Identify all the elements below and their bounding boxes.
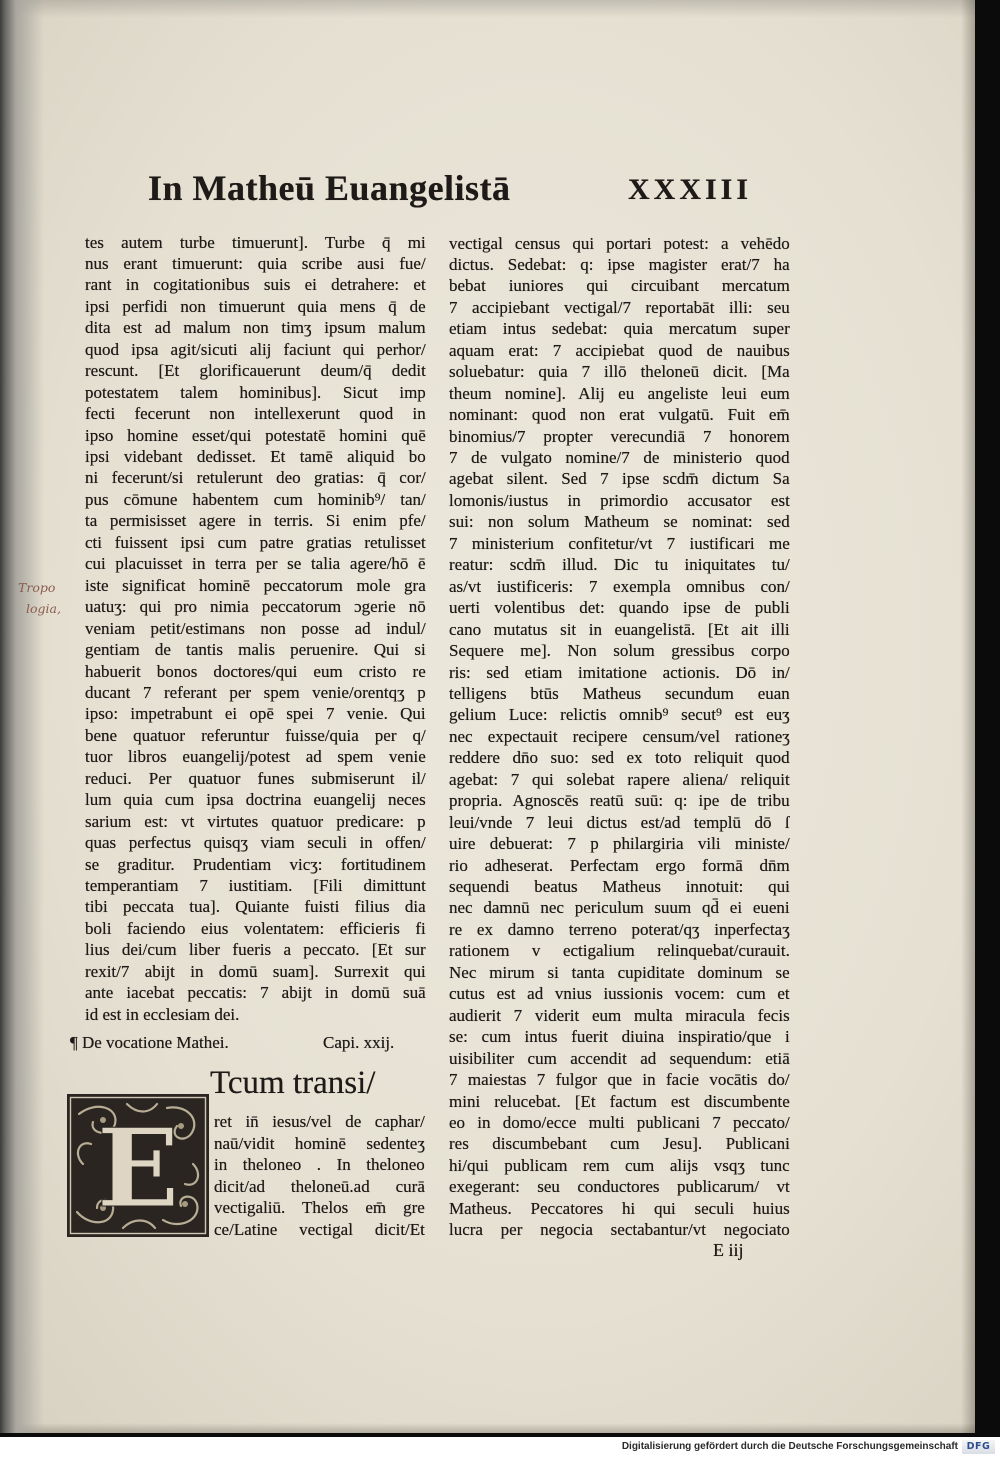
text-line-text: sequendi beatus Matheus innotuit: qui xyxy=(449,877,790,896)
text-line xyxy=(449,704,790,725)
footer-bar xyxy=(0,1437,1000,1457)
text-line-text: Nec mirum si tanta cupiditate dominum se xyxy=(449,962,790,982)
text-line-text: nominant: quod non erat vulgatū. Fuit em̄ xyxy=(449,405,790,425)
left-column xyxy=(85,232,426,1032)
initial-block-line xyxy=(214,1111,425,1132)
handwritten-marginal-note: logia, xyxy=(26,601,61,616)
text-line-text: reatur: scdm̄ illud. Dic tu iniquitates tu/ xyxy=(449,555,790,575)
text-line-text: propria. Agnoscēs reatū suū: q: ipe de tribu xyxy=(449,791,790,811)
text-line-text: dita est ad malum non timʒ ipsum malum xyxy=(85,318,426,338)
text-line xyxy=(85,510,426,531)
text-line xyxy=(449,318,790,339)
text-line xyxy=(85,661,426,682)
text-line xyxy=(85,896,426,917)
text-line-text: ducant 7 referant per spem venie/orentqʒ p xyxy=(85,682,426,702)
running-head-text: In Matheū Euangelistā xyxy=(148,168,511,208)
text-line-text: uisibiliter cum accendit ad sequendum: etiā xyxy=(449,1048,790,1068)
text-line-text: 7 de vulgato nomine/7 de ministerio quod xyxy=(449,448,790,467)
text-line-text: nus erant timuerunt: quia scribe ausi fue/ xyxy=(85,253,426,273)
text-line-text: agebat: 7 qui solebat rapere aliena/ reliquit xyxy=(449,769,790,789)
initial-block-line-text: ce/Latine vectigal dicit/Et xyxy=(214,1220,425,1239)
text-line-text: habuerit bonos doctores/qui eum cristo re xyxy=(85,661,426,681)
text-line-text: ni fecerunt/si retulerunt deo gratias: q̄ cor/ xyxy=(85,468,426,488)
text-line-text: soluebatur: quia 7 illō theloneū dicit. [Ma xyxy=(449,362,790,382)
text-line-text: exegerant: seu conductores publicarum/ vt xyxy=(449,1177,790,1197)
text-line xyxy=(85,961,426,982)
text-line xyxy=(449,597,790,618)
text-line-text: rescunt. [Et glorificauerunt deum/q̄ dedit xyxy=(85,361,426,381)
text-line-text: eo in domo/ecce multi publicani 7 peccato/ xyxy=(449,1112,790,1132)
text-line xyxy=(449,254,790,275)
text-line xyxy=(449,533,790,554)
text-line xyxy=(449,897,790,918)
text-line-text: fecti fecerunt non intellexerunt quod in xyxy=(85,404,426,424)
text-line xyxy=(449,1176,790,1197)
text-line-text: vectigal census qui portari potest: a vehēdo xyxy=(449,233,790,253)
text-line-text: as/vt iustificeris: 7 exempla omnibus con/ xyxy=(449,576,790,596)
text-line-text: id est in ecclesiam dei. xyxy=(85,1004,240,1024)
text-line xyxy=(449,919,790,940)
text-line-text: cti fuissent ipsi cum patre gratias retulisset xyxy=(85,532,426,552)
text-line-text: cano mutatus sit in euangelistā. [Et ait illi xyxy=(449,619,790,639)
text-line-text: ante iacebat peccatis: 7 abijt in domū suā xyxy=(85,983,426,1003)
handwritten-marginal-note: Tropo xyxy=(18,580,56,595)
text-line-text: gelium Luce: relictis omnib⁹ secut⁹ est euʒ xyxy=(449,705,790,725)
text-line-text: nec damnū nec periculum suum qd̄ ei eueni xyxy=(449,898,790,918)
text-line xyxy=(449,962,790,983)
text-line-text: hi/qui publicam rem cum alijs vsqʒ tunc xyxy=(449,1155,790,1175)
text-line xyxy=(449,1005,790,1026)
initial-letter: E xyxy=(96,1106,180,1232)
text-line xyxy=(449,619,790,640)
initial-block-line xyxy=(214,1197,425,1218)
text-line-text: iste significat hominē peccatorum mole gra xyxy=(85,575,426,595)
text-line-text: uerti volentibus det: quando ipse de publi xyxy=(449,598,790,618)
text-line xyxy=(85,382,426,403)
text-line xyxy=(449,1091,790,1112)
text-line xyxy=(85,339,426,360)
text-line-text: tuor libros euangelij/potest ad spem venie xyxy=(85,747,426,767)
text-line xyxy=(449,1198,790,1219)
text-line-text: se: cum intus fuerit diuina inspiratio/que i xyxy=(449,1027,790,1047)
text-line xyxy=(449,297,790,318)
text-line-text: 7 ministerium confitetur/vt 7 iustificari me xyxy=(449,533,790,553)
text-line xyxy=(85,296,426,317)
text-line xyxy=(449,940,790,961)
text-line xyxy=(85,789,426,810)
text-line xyxy=(85,725,426,746)
text-line-text: rexit/7 abijt in domū suam]. Surrexit qui xyxy=(85,961,426,981)
text-line-text: lomonis/iustus in primordio accusator est xyxy=(449,490,790,510)
text-line-text: audierit 7 viderit eum multa miracula fecis xyxy=(449,1005,790,1025)
text-line xyxy=(449,855,790,876)
chapter-heading-text: ¶ De vocatione Mathei. xyxy=(70,1033,229,1052)
text-line xyxy=(85,918,426,939)
text-line xyxy=(85,425,426,446)
text-line-text: rant in cogitationibus suis ei detrahere: et xyxy=(85,275,426,295)
text-line xyxy=(449,576,790,597)
signature-mark-text: E iij xyxy=(713,1240,744,1260)
text-line-text: dictus. Sedebat: q: ipse magister erat/7 ha xyxy=(449,254,790,274)
text-line-text: Sequere me]. Non solum gressibus corpo xyxy=(449,641,790,661)
text-line xyxy=(85,768,426,789)
funding-credit: Digitalisierung gefördert durch die Deutsche Forschungsgemeinschaft xyxy=(621,1441,958,1452)
text-line xyxy=(449,447,790,468)
text-line-text: uatuʒ: qui pro nimia peccatorum ɔgerie nō xyxy=(85,597,426,617)
text-line xyxy=(449,726,790,747)
text-line-text: cutus est ad vnius iussionis vocem: cum et xyxy=(449,984,790,1004)
text-line xyxy=(85,854,426,875)
text-line xyxy=(85,553,426,574)
text-line xyxy=(85,682,426,703)
text-line xyxy=(449,490,790,511)
text-line xyxy=(85,532,426,553)
text-line xyxy=(85,639,426,660)
text-line xyxy=(449,769,790,790)
text-line xyxy=(449,662,790,683)
text-line-text: potestatem talem hominibus]. Sicut imp xyxy=(85,382,426,402)
text-line-text: leui/vnde 7 leui dictus est/ad templū dō ſ xyxy=(449,812,790,832)
initial-text-block xyxy=(214,1111,425,1243)
initial-block-line-text: ret in̄ iesus/vel de caphar/ xyxy=(214,1112,425,1131)
text-line-text: veniam petit/estimans non posse ad indul/ xyxy=(85,618,426,638)
text-line xyxy=(85,360,426,381)
initial-block-line xyxy=(214,1154,425,1175)
text-line-text: ipso: impetrabunt ei opē spei 7 venie. Qui xyxy=(85,704,426,724)
text-line xyxy=(449,1048,790,1069)
text-line xyxy=(449,1155,790,1176)
text-line xyxy=(449,1026,790,1047)
text-line-text: nec expectauit recipere censum/vel rationeʒ xyxy=(449,726,790,746)
text-line xyxy=(85,618,426,639)
right-column xyxy=(449,233,790,1243)
text-line xyxy=(85,253,426,274)
text-line xyxy=(449,983,790,1004)
text-line-text: ipso homine esset/qui potestatē homini quē xyxy=(85,425,426,445)
text-line-text: bebat iuniores qui circuibant mercatum xyxy=(449,276,790,296)
signature-mark xyxy=(713,1239,744,1261)
text-line xyxy=(449,876,790,897)
chapter-number-text: Capi. xxij. xyxy=(323,1033,395,1052)
chapter-number xyxy=(323,1032,394,1054)
text-line-text: ipsi perfidi non timuerunt quia mens q̄ de xyxy=(85,296,426,316)
initial-line-text: Tcum transi/ xyxy=(210,1065,376,1101)
folio-number xyxy=(628,170,752,210)
text-line xyxy=(85,596,426,617)
text-line-text: gentiam de tantis malis peruenire. Qui si xyxy=(85,640,426,660)
text-line-text: Matheus. Peccatores hi qui seculi huius xyxy=(449,1198,790,1218)
text-line xyxy=(85,939,426,960)
initial-block-line-text: naū/vidit hominē sedenteʒ xyxy=(214,1133,425,1153)
text-line xyxy=(85,875,426,896)
initial-block-line xyxy=(214,1176,425,1197)
text-line-text: pus cōmune habentem cum hominib⁹/ tan/ xyxy=(85,489,426,509)
text-line xyxy=(449,747,790,768)
text-line xyxy=(449,361,790,382)
text-line xyxy=(449,1069,790,1090)
text-line-text: sarium est: vt virtutes quatuor predicare: p xyxy=(85,811,426,831)
text-line-text: 7 accipiebant vectigal/7 reportabāt illi: seu xyxy=(449,297,790,317)
text-line-text: tes autem turbe timuerunt]. Turbe q̄ mi xyxy=(85,232,426,252)
initial-block-line-text: in theloneo . In theloneo xyxy=(214,1155,425,1175)
text-line-text: telligens btūs Matheus secundum euan xyxy=(449,683,790,703)
text-line-text: lius dei/cum liber fueris a peccato. [Et sur xyxy=(85,940,426,960)
text-line-text: sui: non solum Matheum se nominat: sed xyxy=(449,512,790,532)
text-line xyxy=(85,703,426,724)
initial-line xyxy=(210,1062,426,1104)
text-line xyxy=(449,1112,790,1133)
text-line xyxy=(85,746,426,767)
text-line-text: boli faciendo eius volentatem: efficieris fi xyxy=(85,918,426,938)
initial-block-line xyxy=(214,1133,425,1154)
text-line xyxy=(449,275,790,296)
text-line-text: mini relucebat. [Et factum est discumbente xyxy=(449,1091,790,1111)
text-line xyxy=(85,467,426,488)
text-line xyxy=(85,982,426,1003)
text-line-text: agebat silent. Sed 7 ipse scdm̄ dictum Sa xyxy=(449,469,790,489)
text-line-text: ipsi videbant dedisset. Et tamē aliquid bo xyxy=(85,447,426,466)
text-line xyxy=(85,274,426,295)
chapter-heading xyxy=(70,1032,229,1054)
text-line-text: se graditur. Prudentiam vicʒ: fortitudinem xyxy=(85,854,426,874)
initial-block-line-text: dicit/ad theloneū.ad curā xyxy=(214,1176,425,1196)
text-line xyxy=(449,833,790,854)
text-line xyxy=(449,404,790,425)
text-line xyxy=(449,383,790,404)
initial-block-line xyxy=(214,1219,425,1240)
text-line-text: cui placuisset in terra per se talia agere/hō ē xyxy=(85,554,426,574)
text-line-text: temperantiam 7 iustitiam. [Fili dimittunt xyxy=(85,876,426,895)
text-line-text: etiam intus sedebat: quia mercatum super xyxy=(449,319,790,339)
text-line-text: quas perfectus quisqʒ viam seculi in offen/ xyxy=(85,833,426,853)
text-line-text: ris: sed etiam imitatione actionis. Dō in/ xyxy=(449,662,790,682)
text-line-text: reduci. Per quatuor funes submiserunt il/ xyxy=(85,768,426,788)
text-line xyxy=(85,403,426,424)
dfg-logo: DFG xyxy=(962,1440,995,1454)
text-line xyxy=(85,811,426,832)
text-line-text: reddere dn̄o suo: sed ex toto reliquit quod xyxy=(449,748,790,768)
text-line xyxy=(449,1133,790,1154)
text-line-text: bene quatuor referuntur fuisse/quia per q/ xyxy=(85,725,426,745)
text-line-text: binomius/7 propter verecundiā 7 honorem xyxy=(449,426,790,446)
text-line xyxy=(85,1004,426,1025)
text-line xyxy=(449,812,790,833)
text-line xyxy=(85,575,426,596)
initial-block-line-text: vectigaliū. Thelos em̄ gre xyxy=(214,1198,425,1218)
text-line-text: re ex damno terreno poterat/qʒ inperfectaʒ xyxy=(449,919,790,939)
text-line xyxy=(449,1219,790,1240)
folio-number-text: XXXIII xyxy=(628,173,753,206)
text-line-text: res discumbebant cum Jesu]. Publicani xyxy=(449,1134,790,1154)
text-line xyxy=(449,233,790,254)
text-line-text: lucra per negocia sectabantur/vt negociato xyxy=(449,1220,790,1240)
text-line xyxy=(449,426,790,447)
text-line xyxy=(449,468,790,489)
running-head xyxy=(148,160,532,216)
decorated-initial xyxy=(67,1094,209,1237)
text-line xyxy=(85,446,426,467)
text-line-text: aquam erat: 7 accipiebat quod de nauibus xyxy=(449,340,790,360)
text-line xyxy=(85,489,426,510)
text-line xyxy=(449,340,790,361)
text-line xyxy=(85,232,426,253)
text-line-text: theum nomine]. Alij eu angeliste leui eum xyxy=(449,383,790,403)
text-line-text: quod ipsa agit/sicuti alij faciunt qui perhor/ xyxy=(85,339,426,359)
text-line-text: lum quia cum ipsa doctrina euangelij neces xyxy=(85,790,426,810)
text-line xyxy=(449,790,790,811)
text-line xyxy=(85,317,426,338)
text-line-text: rationem v ectigalium relinquebat/curauit. xyxy=(449,941,790,961)
text-line xyxy=(449,511,790,532)
text-line xyxy=(449,554,790,575)
text-line-text: 7 maiestas 7 fulgor que in facie vocātis do/ xyxy=(449,1070,790,1090)
text-line-text: rio adheserat. Perfectam ergo formā dn̄m xyxy=(449,855,790,875)
text-line xyxy=(449,640,790,661)
text-line xyxy=(85,832,426,853)
text-line xyxy=(449,683,790,704)
text-line-text: ta permisisset agere in terris. Si enim pfe/ xyxy=(85,511,426,531)
text-line-text: uire debuerat: 7 p philargiria vili ministe/ xyxy=(449,834,790,854)
text-line-text: tibi peccata tua]. Quiante fuisti filius dia xyxy=(85,897,426,917)
